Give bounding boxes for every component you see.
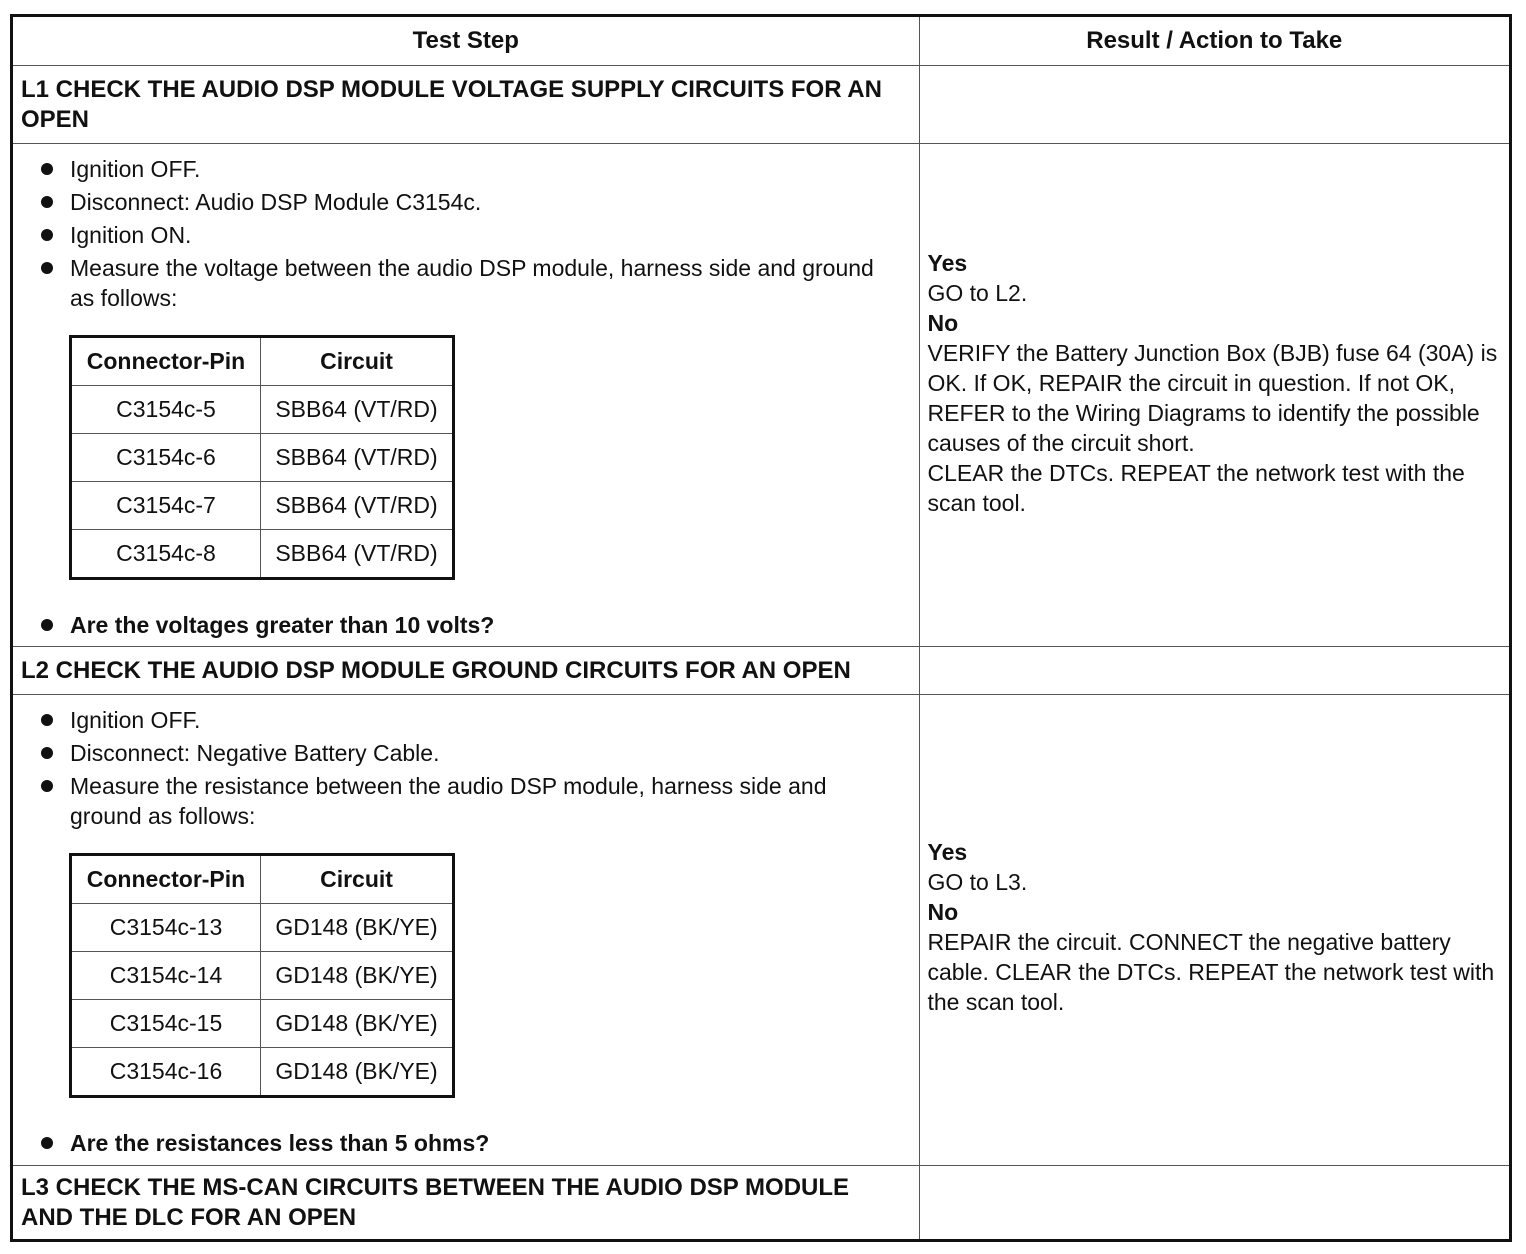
step-l1-title <box>13 66 919 144</box>
list-item: Ignition OFF. <box>13 705 919 735</box>
step-l2-title <box>13 647 919 695</box>
step-l2-title-text: L2 CHECK THE AUDIO DSP MODULE GROUND CIRCUITS FOR AN OPEN <box>21 656 851 684</box>
circuit-cell: GD148 (BK/YE) <box>261 952 454 1000</box>
step-l2-instructions <box>13 695 919 1166</box>
list-item: Disconnect: Negative Battery Cable. <box>13 738 919 768</box>
no-action: VERIFY the Battery Junction Box (BJB) fuse 64 (30A) is OK. If OK, REPAIR the circuit in question. If not OK, REFER to the Wiring Diagrams to identify the possible causes of the circuit short. <box>927 340 1498 456</box>
connector-pin-cell: C3154c-5 <box>71 386 261 434</box>
circuit-cell: SBB64 (VT/RD) <box>261 530 454 579</box>
list-item: Disconnect: Audio DSP Module C3154c. <box>13 187 919 217</box>
circuit-header: Circuit <box>261 337 454 386</box>
connector-pin-header: Connector-Pin <box>71 855 261 904</box>
circuit-cell: SBB64 (VT/RD) <box>261 434 454 482</box>
step-l2-title-blank <box>919 647 1509 695</box>
connector-pin-cell: C3154c-7 <box>71 482 261 530</box>
circuit-cell: GD148 (BK/YE) <box>261 1048 454 1097</box>
step-l3-title-blank <box>919 1166 1509 1240</box>
list-item: Ignition OFF. <box>13 154 919 184</box>
connector-pin-cell: C3154c-15 <box>71 1000 261 1048</box>
step-l2-result-body <box>928 837 1502 1017</box>
step-l2-question: Are the resistances less than 5 ohms? <box>13 1128 919 1158</box>
step-l2-result <box>919 695 1509 1166</box>
step-l1-title-blank <box>919 66 1509 144</box>
list-item: Measure the resistance between the audio DSP module, harness side and ground as follows: <box>13 771 919 831</box>
connector-pin-header: Connector-Pin <box>71 337 261 386</box>
header-result-action: Result / Action to Take <box>919 17 1509 66</box>
list-item: Ignition ON. <box>13 220 919 250</box>
step-l1-instructions <box>13 144 919 647</box>
step-l1-result-body <box>928 248 1502 518</box>
table-row <box>71 530 454 579</box>
connector-pin-cell: C3154c-13 <box>71 904 261 952</box>
circuit-cell: GD148 (BK/YE) <box>261 1000 454 1048</box>
table-row <box>71 386 454 434</box>
list-item: Measure the voltage between the audio DSP module, harness side and ground as follows: <box>13 253 919 313</box>
test-procedure-table-frame <box>10 14 1512 1242</box>
table-row <box>71 482 454 530</box>
step-l2-bullet-list <box>13 705 919 831</box>
circuit-cell: SBB64 (VT/RD) <box>261 482 454 530</box>
table-row <box>71 904 454 952</box>
step-l2-connector-table <box>69 853 455 1098</box>
circuit-header: Circuit <box>261 855 454 904</box>
circuit-cell: GD148 (BK/YE) <box>261 904 454 952</box>
connector-pin-cell: C3154c-6 <box>71 434 261 482</box>
yes-action: GO to L3. <box>927 869 1028 895</box>
step-l1-question-list <box>13 610 919 640</box>
connector-pin-cell: C3154c-16 <box>71 1048 261 1097</box>
connector-pin-cell: C3154c-14 <box>71 952 261 1000</box>
step-l3-title-text: L3 CHECK THE MS-CAN CIRCUITS BETWEEN THE AUDIO DSP MODULE AND THE DLC FOR AN OPEN <box>21 1173 850 1231</box>
step-l1-title-text: L1 CHECK THE AUDIO DSP MODULE VOLTAGE SUPPLY CIRCUITS FOR AN OPEN <box>21 75 882 133</box>
step-l1-connector-table <box>69 335 455 580</box>
step-l3-title <box>13 1166 919 1240</box>
yes-label: Yes <box>927 250 968 276</box>
table-row <box>71 952 454 1000</box>
no-label: No <box>927 310 959 336</box>
step-l1-result <box>919 144 1509 647</box>
connector-pin-cell: C3154c-8 <box>71 530 261 579</box>
table-row <box>71 1048 454 1097</box>
step-l1-question: Are the voltages greater than 10 volts? <box>13 610 919 640</box>
step-l2-question-list <box>13 1128 919 1158</box>
yes-action: GO to L2. <box>927 280 1028 306</box>
table-row <box>71 434 454 482</box>
test-procedure-table <box>13 17 1509 1239</box>
no-label: No <box>927 899 959 925</box>
no-action: REPAIR the circuit. CONNECT the negative battery cable. CLEAR the DTCs. REPEAT the network test with the scan tool. <box>927 929 1495 1015</box>
circuit-cell: SBB64 (VT/RD) <box>261 386 454 434</box>
step-l1-bullet-list <box>13 154 919 313</box>
header-test-step: Test Step <box>13 17 919 66</box>
yes-label: Yes <box>927 839 968 865</box>
no-action-followup: CLEAR the DTCs. REPEAT the network test with the scan tool. <box>927 460 1465 516</box>
table-row <box>71 1000 454 1048</box>
